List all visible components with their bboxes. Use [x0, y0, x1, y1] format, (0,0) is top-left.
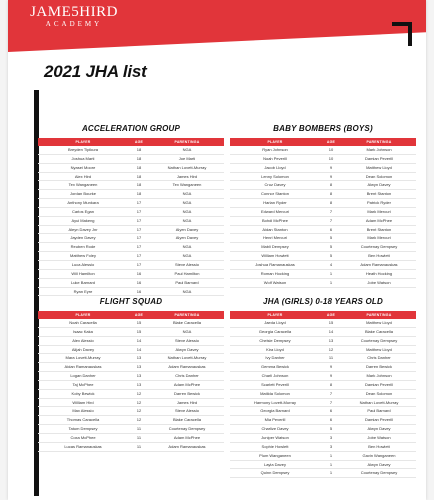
player-age: 1	[329, 270, 333, 276]
column-header-age: AGE	[134, 313, 144, 317]
table-row	[230, 452, 416, 461]
player-name: Jacob Lloyd	[264, 164, 286, 170]
table-row	[230, 372, 416, 381]
table-row	[230, 208, 416, 217]
parent-name: Joe Marti	[178, 155, 196, 161]
parent-name: Heath Hocking	[365, 270, 393, 276]
player-age: 7	[329, 390, 333, 396]
player-name: Jayden Davey	[70, 235, 96, 241]
player-age: 1	[329, 279, 333, 285]
table-row	[38, 243, 224, 252]
player-age: 16	[136, 279, 142, 285]
player-age: 18	[136, 173, 142, 179]
player-name: Mia Peverill	[264, 417, 286, 423]
table-row	[230, 319, 416, 328]
player-age: 17	[136, 200, 142, 206]
player-age: 5	[329, 253, 333, 259]
parent-name: Blake Caracella	[364, 328, 393, 334]
table-row	[38, 155, 224, 164]
table-row	[230, 390, 416, 399]
player-name: Lenny Solomon	[261, 173, 289, 179]
player-name: Alex Alessio	[72, 337, 94, 343]
player-age: 11	[136, 443, 142, 449]
player-name: Juniper Watson	[261, 434, 289, 440]
table-row	[38, 252, 224, 261]
table-row	[230, 155, 416, 164]
logo-subtitle: ACADEMY	[45, 20, 103, 28]
page-title: 2021 JHA list	[44, 62, 147, 81]
table-row	[230, 190, 416, 199]
table-row	[38, 363, 224, 372]
player-name: Matilda Solomon	[260, 390, 290, 396]
table-row	[230, 381, 416, 390]
player-name: William Hird	[72, 399, 94, 405]
document-page	[8, 0, 426, 500]
section-baby-bombers	[230, 123, 416, 288]
player-age: 12	[136, 417, 142, 423]
player-name: Scarlett Peverill	[261, 381, 289, 387]
player-name: Gemma Bewick	[260, 364, 289, 370]
parent-name: Alwyn Davey	[367, 182, 391, 188]
parent-name: Courtenay Dempsey	[168, 426, 206, 432]
parent-name: Dean Solomon	[365, 173, 393, 179]
player-age: 9	[329, 173, 333, 179]
player-name: Matthew Foley	[69, 253, 96, 259]
player-name: Aidan Stanton	[262, 226, 288, 232]
player-age: 8	[329, 191, 333, 197]
player-name: Koby Bewick	[71, 390, 95, 396]
section-flight-squad	[38, 296, 224, 452]
table-row	[38, 416, 224, 425]
parent-name: Courtenay Dempsey	[360, 470, 398, 476]
parent-name: Steve Alessio	[174, 408, 199, 414]
player-name: Thomas Caracella	[66, 417, 100, 423]
parent-name: Mark Johnson	[366, 147, 392, 153]
parent-name: NGA	[182, 191, 192, 197]
player-name: Reuben Rode	[70, 244, 96, 250]
player-name: Luke Barnard	[70, 279, 95, 285]
player-name: Noah Peverill	[263, 155, 287, 161]
table-row	[230, 146, 416, 155]
parent-name: Alyen Davey	[175, 226, 199, 232]
column-header-parent: PARENT/NGA	[366, 313, 392, 317]
parent-name: Brent Stanton	[366, 226, 392, 232]
player-age: 1	[329, 461, 333, 467]
table-row	[230, 199, 416, 208]
parent-name: Courtenay Dempsey	[360, 337, 398, 343]
table-row	[230, 328, 416, 337]
table-row	[230, 337, 416, 346]
parent-name: Mark Mercuri	[367, 235, 391, 241]
player-age: 6	[329, 408, 333, 414]
logo-wordmark: JAME5HIRD	[30, 4, 118, 20]
parent-name: NGA	[182, 147, 192, 153]
table-row	[230, 181, 416, 190]
parent-name: Adam Ramanauskas	[168, 443, 206, 449]
parent-name: Ben Howlett	[368, 443, 390, 449]
player-age: 12	[136, 390, 142, 396]
player-name: Edward Mercuri	[260, 208, 289, 214]
player-age: 13	[136, 381, 142, 387]
table-row	[38, 279, 224, 288]
player-name: Tex Wanganeen	[68, 182, 98, 188]
table-row	[230, 270, 416, 279]
parent-name: Matthew Lloyd	[366, 320, 392, 326]
parent-name: Damian Peverill	[364, 381, 393, 387]
parent-name: Mark Johnson	[366, 373, 392, 379]
player-name: Ryan Eyre	[73, 288, 93, 294]
player-name: Max Alessio	[72, 408, 94, 414]
table-row	[38, 164, 224, 173]
parent-name: Mark Mercuri	[367, 208, 391, 214]
table-row	[230, 434, 416, 443]
player-name: Luca Alessio	[71, 261, 95, 267]
player-age: 15	[136, 320, 142, 326]
player-name: Tatum Dempsey	[68, 426, 98, 432]
player-name: Kira Lloyd	[266, 346, 284, 352]
player-age: 17	[136, 244, 142, 250]
parent-name: Jobe Watson	[367, 434, 391, 440]
parent-name: Brent Stanton	[366, 191, 392, 197]
player-name: Layla Davey	[263, 461, 286, 467]
parent-name: Alwyn Davey	[175, 346, 199, 352]
table-row	[38, 199, 224, 208]
player-age: 12	[136, 408, 142, 414]
player-name: Roman Hocking	[260, 270, 290, 276]
column-header-row	[38, 138, 224, 146]
table-row	[230, 226, 416, 235]
parent-name: NGA	[182, 208, 192, 214]
table-row	[230, 164, 416, 173]
player-age: 11	[136, 434, 142, 440]
player-age: 17	[136, 235, 142, 241]
player-age: 7	[329, 208, 333, 214]
column-header-row	[230, 311, 416, 319]
player-name: Joshua Marti	[71, 155, 95, 161]
parent-name: Steve Alessio	[174, 337, 199, 343]
player-name: Sophie Howlett	[261, 443, 289, 449]
table-row	[38, 226, 224, 235]
player-age: 9	[329, 373, 333, 379]
parent-name: Adam Ramanauskas	[168, 364, 206, 370]
player-age: 10	[328, 155, 334, 161]
player-name: Alex Hird	[74, 173, 92, 179]
table-row	[230, 461, 416, 470]
parent-name: NGA	[182, 328, 192, 334]
player-age: 11	[136, 426, 142, 432]
section-heading: ACCELERATION GROUP	[81, 124, 181, 133]
table-row	[230, 243, 416, 252]
table-row	[230, 469, 416, 478]
parent-name: Nathan Lovett-Murray	[359, 399, 399, 405]
table-row	[38, 328, 224, 337]
player-age: 8	[329, 381, 333, 387]
section-heading: BABY BOMBERS (BOYS)	[273, 124, 373, 133]
player-age: 18	[136, 191, 142, 197]
player-age: 17	[136, 217, 142, 223]
player-name: Wolf Watson	[263, 279, 287, 285]
parent-name: Adam Ramanauskas	[360, 261, 398, 267]
player-age: 14	[136, 337, 142, 343]
player-age: 9	[329, 364, 333, 370]
table-row	[38, 372, 224, 381]
academy-logo	[28, 4, 120, 28]
player-age: 14	[136, 346, 142, 352]
parent-name: Ben Howlett	[368, 253, 390, 259]
player-age: 9	[329, 164, 333, 170]
player-age: 7	[329, 217, 333, 223]
player-name: Mara Lovett-Murray	[65, 355, 101, 361]
table-row	[38, 381, 224, 390]
player-age: 17	[136, 261, 142, 267]
player-name: Anthony Munkara	[67, 200, 99, 206]
table-row	[230, 346, 416, 355]
player-age: 1	[329, 452, 333, 458]
player-name: Harlan Ryder	[263, 200, 287, 206]
player-name: Cruz Davey	[264, 182, 286, 188]
player-name: Joshua Ramanauskas	[255, 261, 295, 267]
parent-name: Alyen Davey	[175, 235, 199, 241]
parent-name: NGA	[182, 253, 192, 259]
player-name: Jaeda Lloyd	[264, 320, 286, 326]
table-row	[38, 173, 224, 182]
column-header-player: PLAYER	[267, 313, 283, 317]
player-name: Logan Danher	[70, 373, 96, 379]
column-header-age: AGE	[326, 140, 336, 144]
parent-name: Steve Alessio	[174, 261, 199, 267]
parent-name: James Hird	[176, 399, 198, 405]
section-acceleration-group	[38, 123, 224, 296]
parent-name: Matthew Lloyd	[366, 346, 392, 352]
parent-name: Alwyn Davey	[367, 461, 391, 467]
parent-name: Paul Hamilton	[174, 270, 200, 276]
parent-name: Gavin Wanganeen	[362, 452, 396, 458]
player-name: Ivy Danher	[265, 355, 285, 361]
player-age: 18	[136, 164, 142, 170]
player-age: 3	[329, 443, 333, 449]
table-row	[230, 425, 416, 434]
player-name: Lucas Ramanauskas	[64, 443, 102, 449]
player-name: Plum Wanganeen	[259, 452, 291, 458]
section-jha-girls	[230, 296, 416, 478]
player-name: Aidan Ramanauskas	[64, 364, 102, 370]
parent-name: Chris Danher	[367, 355, 391, 361]
parent-name: NGA	[182, 200, 192, 206]
player-age: 4	[329, 261, 333, 267]
column-header-parent: PARENT/NGA	[174, 140, 200, 144]
table-row	[230, 173, 416, 182]
player-age: 3	[329, 434, 333, 440]
column-header-age: AGE	[326, 313, 336, 317]
player-age: 16	[136, 270, 142, 276]
table-row	[230, 407, 416, 416]
table-row	[230, 252, 416, 261]
parent-name: Nathan Lovett-Murray	[167, 355, 207, 361]
section-heading: JHA (GIRLS) 0-18 YEARS OLD	[263, 297, 383, 306]
parent-name: Adam McPhee	[173, 381, 201, 387]
parent-name: Adam McPhee	[173, 434, 201, 440]
column-header-parent: PARENT/NGA	[366, 140, 392, 144]
table-row	[38, 443, 224, 452]
player-name: Quinn Dempsey	[260, 470, 290, 476]
column-header-parent: PARENT/NGA	[174, 313, 200, 317]
parent-name: Jobe Watson	[367, 279, 391, 285]
parent-name: Matthew Lloyd	[366, 164, 392, 170]
table-row	[38, 270, 224, 279]
table-row	[38, 190, 224, 199]
column-header-age: AGE	[134, 140, 144, 144]
parent-name: Nathan Lovett-Murray	[167, 164, 207, 170]
column-header-row	[38, 311, 224, 319]
table-row	[38, 434, 224, 443]
player-age: 11	[328, 355, 334, 361]
player-name: Georgia Caracella	[258, 328, 292, 334]
player-name: Mabli Dempsey	[261, 244, 289, 250]
table-row	[230, 443, 416, 452]
player-name: Ryan Johnson	[262, 147, 288, 153]
parent-name: Damian Peverill	[364, 155, 393, 161]
player-age: 17	[136, 208, 142, 214]
parent-name: Paul Barnard	[175, 279, 199, 285]
table-row	[38, 399, 224, 408]
player-age: 1	[329, 470, 333, 476]
player-name: Breyden Tipikura	[67, 147, 98, 153]
parent-name: Courtenay Dempsey	[360, 244, 398, 250]
table-row	[38, 234, 224, 243]
player-age: 5	[329, 244, 333, 250]
table-row	[230, 354, 416, 363]
player-name: Harmony Lovett-Murray	[253, 399, 296, 405]
player-age: 7	[329, 399, 333, 405]
player-name: Jordan Bourke	[69, 191, 96, 197]
table-row	[38, 146, 224, 155]
table-row	[38, 319, 224, 328]
player-age: 15	[328, 320, 334, 326]
player-age: 10	[328, 147, 334, 153]
player-age: 17	[136, 253, 142, 259]
player-name: Carlos Egan	[71, 208, 94, 214]
parent-name: Adam McPhee	[365, 217, 393, 223]
parent-name: NGA	[182, 217, 192, 223]
table-row	[38, 407, 224, 416]
table-row	[38, 181, 224, 190]
player-age: 13	[136, 373, 142, 379]
section-heading: FLIGHT SQUAD	[99, 297, 163, 306]
player-name: Aleyn Davey Jnr	[68, 226, 98, 232]
parent-name: Darren Bewick	[365, 364, 392, 370]
player-age: 16	[136, 288, 142, 294]
player-age: 18	[136, 147, 142, 153]
player-age: 18	[136, 182, 142, 188]
player-name: Charli Johnson	[261, 373, 289, 379]
player-name: Nyasei Moore	[70, 164, 96, 170]
parent-name: Blake Caracella	[172, 320, 201, 326]
player-name: Georgia Barnard	[260, 408, 290, 414]
player-name: Charlize Davey	[261, 426, 289, 432]
parent-name: James Hird	[176, 173, 198, 179]
player-name: Bohdi McPhee	[261, 217, 288, 223]
table-row	[38, 337, 224, 346]
parent-name: Blake Caracella	[172, 417, 201, 423]
player-name: Isaac Kaka	[73, 328, 93, 334]
table-row	[230, 261, 416, 270]
player-age: 6	[329, 226, 333, 232]
parent-name: Darren Bewick	[173, 390, 200, 396]
player-name: Chelsie Dempsey	[259, 337, 291, 343]
parent-name: Alwyn Davey	[367, 426, 391, 432]
table-row	[230, 363, 416, 372]
corner-bracket-decoration	[392, 22, 412, 46]
player-name: Taj McPhee	[72, 381, 94, 387]
parent-name: Damian Peverill	[364, 417, 393, 423]
column-header-player: PLAYER	[267, 140, 283, 144]
player-name: Noah Caracella	[69, 320, 97, 326]
player-name: Ayui Makeng	[71, 217, 95, 223]
table-row	[38, 390, 224, 399]
player-age: 17	[136, 226, 142, 232]
player-age: 6	[329, 417, 333, 423]
table-row	[38, 217, 224, 226]
player-age: 5	[329, 426, 333, 432]
player-age: 13	[136, 364, 142, 370]
table-row	[230, 399, 416, 408]
player-age: 12	[136, 399, 142, 405]
table-row	[38, 346, 224, 355]
player-age: 14	[328, 328, 334, 334]
table-row	[38, 208, 224, 217]
player-age: 13	[136, 355, 142, 361]
parent-name: Paul Barnard	[367, 408, 391, 414]
parent-name: Chris Danher	[175, 373, 199, 379]
player-name: Alijah Davey	[71, 346, 95, 352]
column-header-player: PLAYER	[75, 313, 91, 317]
table-row	[38, 425, 224, 434]
column-header-player: PLAYER	[75, 140, 91, 144]
player-age: 12	[328, 346, 334, 352]
table-row	[230, 416, 416, 425]
parent-name: NGA	[182, 244, 192, 250]
parent-name: Patrick Ryder	[366, 200, 391, 206]
table-row	[230, 234, 416, 243]
player-age: 13	[328, 337, 334, 343]
table-row	[38, 261, 224, 270]
player-age: 8	[329, 182, 333, 188]
player-name: Will Hamilton	[71, 270, 95, 276]
table-row	[230, 279, 416, 288]
table-row	[230, 217, 416, 226]
player-name: Connor Stanton	[260, 191, 290, 197]
parent-name: NGA	[182, 288, 192, 294]
player-name: Henri Mercuri	[262, 235, 287, 241]
player-age: 15	[136, 328, 142, 334]
player-name: Coxa McPhee	[70, 434, 96, 440]
parent-name: Tex Wanganeen	[172, 182, 202, 188]
player-age: 8	[329, 200, 333, 206]
table-row	[38, 354, 224, 363]
player-age: 5	[329, 235, 333, 241]
player-age: 18	[136, 155, 142, 161]
player-name: William Howlett	[261, 253, 289, 259]
parent-name: Dean Solomon	[365, 390, 393, 396]
column-header-row	[230, 138, 416, 146]
